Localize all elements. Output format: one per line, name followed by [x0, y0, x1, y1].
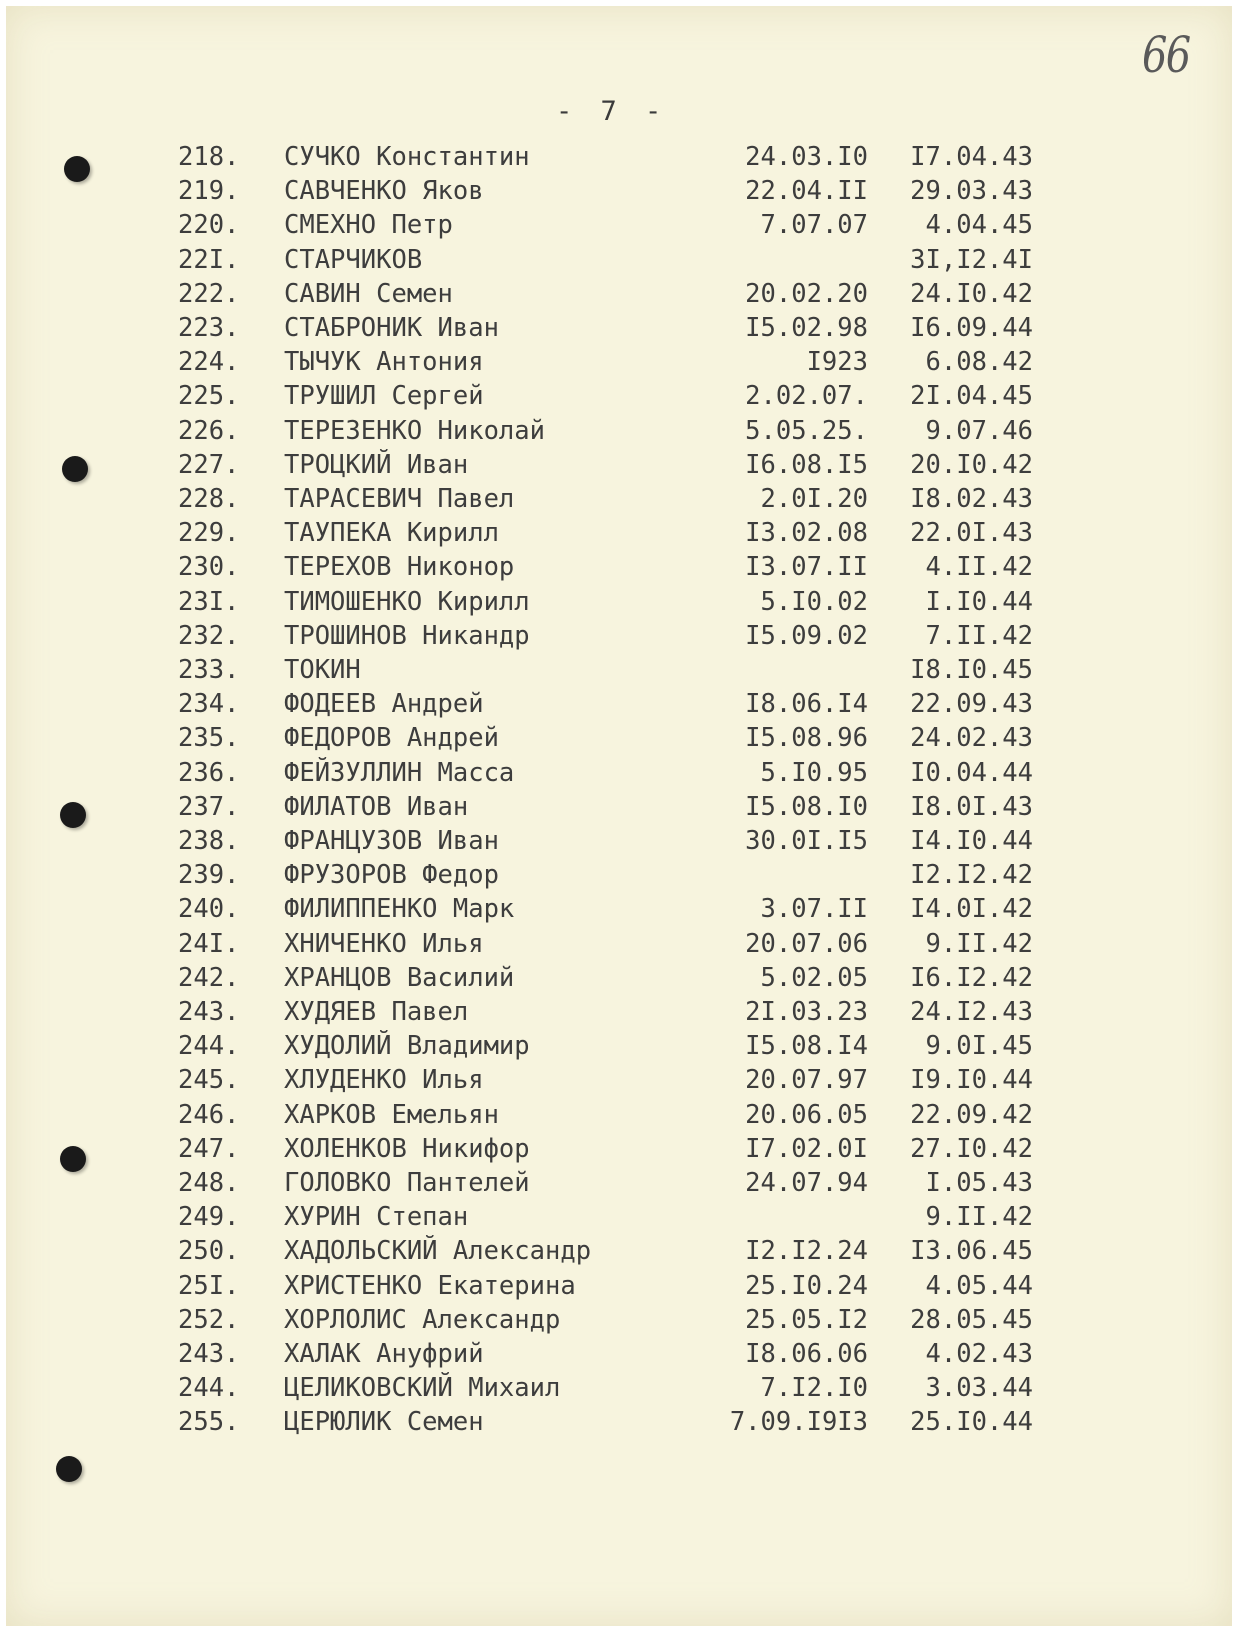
person-name: ХУРИН Степан: [284, 1202, 469, 1233]
death-date: 20.I0.42: [910, 449, 1033, 480]
death-date: 22.09.43: [910, 689, 1033, 720]
birth-date: I5.09.02: [745, 620, 868, 651]
death-date: I2.I2.42: [910, 860, 1033, 891]
page-number: - 7 -: [556, 96, 668, 127]
person-name: ГОЛОВКО Пантелей: [284, 1168, 530, 1198]
person-name: ЦЕЛИКОВСКИЙ Михаил: [284, 1373, 561, 1404]
birth-date: 2.02.07.: [745, 381, 868, 412]
row-number: 252.: [178, 1304, 240, 1335]
row-number: 236.: [178, 757, 240, 788]
row-number: 223.: [178, 313, 240, 343]
death-date: 4.04.45: [925, 210, 1033, 241]
death-date: I8.0I.43: [910, 791, 1033, 822]
person-name: ХОЛЕНКОВ Никифор: [284, 1133, 530, 1164]
birth-date: I8.06.06: [745, 1339, 868, 1369]
birth-date: I2.I2.24: [745, 1236, 868, 1267]
row-number: 219.: [178, 176, 240, 207]
person-name: СУЧКО Константин: [284, 142, 530, 172]
list-row: [0, 927, 1240, 962]
list-row: [0, 1166, 1240, 1201]
row-number: 218.: [178, 142, 240, 172]
row-number: 239.: [178, 860, 240, 891]
birth-date: 3.07.II: [760, 894, 868, 925]
person-name: ТЕРЕЗЕНКО Николай: [284, 415, 545, 446]
death-date: I8.02.43: [910, 484, 1033, 514]
death-date: I4.I0.44: [910, 826, 1033, 856]
row-number: 227.: [178, 449, 240, 480]
birth-date: 7.09.I9I3: [729, 1407, 868, 1438]
death-date: 4.02.43: [925, 1339, 1033, 1369]
list-row: [0, 858, 1240, 893]
row-number: 255.: [178, 1407, 240, 1438]
birth-date: 2I.03.23: [745, 997, 868, 1027]
death-date: I3.06.45: [910, 1236, 1033, 1267]
death-date: 27.I0.42: [910, 1133, 1033, 1164]
row-number: 226.: [178, 415, 240, 446]
person-name: ТРОШИНОВ Никандр: [284, 620, 530, 651]
death-date: I7.04.43: [910, 142, 1033, 172]
row-number: 247.: [178, 1133, 240, 1164]
list-row: [0, 277, 1240, 312]
row-number: 234.: [178, 689, 240, 720]
death-date: 3.03.44: [925, 1373, 1033, 1404]
list-row: [0, 311, 1240, 346]
person-name: ХОРЛОЛИС Александр: [284, 1304, 561, 1335]
list-row: [0, 1337, 1240, 1372]
death-date: 9.07.46: [925, 415, 1033, 446]
birth-date: 20.07.06: [745, 928, 868, 959]
person-name: СМЕХНО Петр: [284, 210, 453, 241]
death-date: 4.05.44: [925, 1270, 1033, 1301]
list-row: [0, 790, 1240, 825]
person-name: ТРУШИЛ Сергей: [284, 381, 484, 412]
death-date: 24.I2.43: [910, 997, 1033, 1027]
list-row: [0, 721, 1240, 756]
person-name: САВЧЕНКО Яков: [284, 176, 484, 207]
death-date: 22.0I.43: [910, 518, 1033, 549]
list-row: [0, 1234, 1240, 1269]
death-date: 24.I0.42: [910, 278, 1033, 309]
person-name: ЦЕРЮЛИК Семен: [284, 1407, 484, 1438]
row-number: 220.: [178, 210, 240, 241]
list-row: [0, 379, 1240, 414]
death-date: 9.0I.45: [925, 1031, 1033, 1062]
list-row: [0, 619, 1240, 654]
birth-date: 2.0I.20: [760, 484, 868, 514]
death-date: I6.I2.42: [910, 962, 1033, 993]
birth-date: I5.08.96: [745, 723, 868, 754]
birth-date: 5.02.05: [760, 962, 868, 993]
list-row: [0, 1405, 1240, 1440]
birth-date: I3.02.08: [745, 518, 868, 549]
list-row: [0, 1303, 1240, 1338]
death-date: I9.I0.44: [910, 1065, 1033, 1096]
list-row: [0, 961, 1240, 996]
person-name: ФИЛИППЕНКО Марк: [284, 894, 515, 925]
list-row: [0, 1269, 1240, 1304]
list-row: [0, 585, 1240, 620]
person-name: ФЕЙЗУЛЛИН Масса: [284, 757, 515, 788]
list-row: [0, 208, 1240, 243]
row-number: 244.: [178, 1031, 240, 1062]
birth-date: I5.02.98: [745, 313, 868, 343]
birth-date: I5.08.I4: [745, 1031, 868, 1062]
list-row: [0, 687, 1240, 722]
person-name: ТЫЧУК Антония: [284, 347, 484, 378]
death-date: I0.04.44: [910, 757, 1033, 788]
row-number: 243.: [178, 997, 240, 1027]
person-name: ХРАНЦОВ Василий: [284, 962, 515, 993]
birth-date: 7.07.07: [760, 210, 868, 241]
row-number: 244.: [178, 1373, 240, 1404]
list-row: [0, 995, 1240, 1030]
list-row: [0, 174, 1240, 209]
row-number: 235.: [178, 723, 240, 754]
person-name: ХНИЧЕНКО Илья: [284, 928, 484, 959]
row-number: 24I.: [178, 928, 240, 959]
birth-date: 25.I0.24: [745, 1270, 868, 1301]
person-name: ХУДОЛИЙ Владимир: [284, 1031, 530, 1062]
row-number: 242.: [178, 962, 240, 993]
row-number: 238.: [178, 826, 240, 856]
death-date: 2I.04.45: [910, 381, 1033, 412]
list-row: [0, 1132, 1240, 1167]
death-date: 3I,I2.4I: [910, 244, 1033, 275]
death-date: 6.08.42: [925, 347, 1033, 378]
birth-date: 24.07.94: [745, 1168, 868, 1198]
row-number: 246.: [178, 1099, 240, 1130]
row-number: 229.: [178, 518, 240, 549]
person-name: ХУДЯЕВ Павел: [284, 997, 469, 1027]
birth-date: 30.0I.I5: [745, 826, 868, 856]
person-name: ТАРАСЕВИЧ Павел: [284, 484, 515, 514]
row-number: 230.: [178, 552, 240, 583]
row-number: 245.: [178, 1065, 240, 1096]
person-name: ХЛУДЕНКО Илья: [284, 1065, 484, 1096]
row-number: 224.: [178, 347, 240, 378]
list-row: [0, 756, 1240, 791]
person-name: САВИН Семен: [284, 278, 453, 309]
punch-hole-icon: [56, 1456, 82, 1482]
death-date: 29.03.43: [910, 176, 1033, 207]
death-date: 9.II.42: [925, 928, 1033, 959]
birth-date: I8.06.I4: [745, 689, 868, 720]
death-date: 25.I0.44: [910, 1407, 1033, 1438]
person-name: ХРИСТЕНКО Екатерина: [284, 1270, 576, 1301]
list-row: [0, 892, 1240, 927]
birth-date: 20.06.05: [745, 1099, 868, 1130]
birth-date: I5.08.I0: [745, 791, 868, 822]
death-date: I4.0I.42: [910, 894, 1033, 925]
row-number: 250.: [178, 1236, 240, 1267]
birth-date: 5.I0.95: [760, 757, 868, 788]
birth-date: I3.07.II: [745, 552, 868, 583]
person-name: ХАРКОВ Емельян: [284, 1099, 499, 1130]
person-name: ТРОЦКИЙ Иван: [284, 449, 469, 480]
person-name: ФЕДОРОВ Андрей: [284, 723, 499, 754]
birth-date: I7.02.0I: [745, 1133, 868, 1164]
row-number: 240.: [178, 894, 240, 925]
row-number: 23I.: [178, 586, 240, 617]
death-date: 28.05.45: [910, 1304, 1033, 1335]
death-date: I8.I0.45: [910, 655, 1033, 685]
birth-date: 20.07.97: [745, 1065, 868, 1096]
list-row: [0, 1063, 1240, 1098]
person-name: ФРУЗОРОВ Федор: [284, 860, 499, 891]
list-row: [0, 243, 1240, 278]
list-row: [0, 448, 1240, 483]
row-number: 232.: [178, 620, 240, 651]
row-number: 243.: [178, 1339, 240, 1369]
birth-date: 7.I2.I0: [760, 1373, 868, 1404]
list-row: [0, 1098, 1240, 1133]
person-name: ФИЛАТОВ Иван: [284, 791, 469, 822]
list-row: [0, 1371, 1240, 1406]
row-number: 248.: [178, 1168, 240, 1198]
list-row: [0, 824, 1240, 859]
row-number: 233.: [178, 655, 240, 685]
list-row: [0, 345, 1240, 380]
person-name: ХАЛАК Ануфрий: [284, 1339, 484, 1369]
row-number: 222.: [178, 278, 240, 309]
person-name: ХАДОЛЬСКИЙ Александр: [284, 1236, 592, 1267]
person-name: СТАБРОНИК Иван: [284, 313, 499, 343]
list-row: [0, 482, 1240, 517]
list-row: [0, 516, 1240, 551]
death-date: 9.II.42: [925, 1202, 1033, 1233]
person-name: ТИМОШЕНКО Кирилл: [284, 586, 530, 617]
death-date: 7.II.42: [925, 620, 1033, 651]
birth-date: I6.08.I5: [745, 449, 868, 480]
person-name: ТАУПЕКА Кирилл: [284, 518, 499, 549]
handwritten-sheet-number: 66: [1141, 26, 1190, 84]
list-row: [0, 414, 1240, 449]
list-row: [0, 140, 1240, 175]
person-name: ФОДЕЕВ Андрей: [284, 689, 484, 720]
birth-date: 25.05.I2: [745, 1304, 868, 1335]
row-number: 249.: [178, 1202, 240, 1233]
death-date: I6.09.44: [910, 313, 1033, 343]
birth-date: I923: [806, 347, 868, 378]
death-date: I.05.43: [925, 1168, 1033, 1198]
birth-date: 24.03.I0: [745, 142, 868, 172]
birth-date: 5.I0.02: [760, 586, 868, 617]
birth-date: 20.02.20: [745, 278, 868, 309]
list-row: [0, 653, 1240, 688]
row-number: 225.: [178, 381, 240, 412]
row-number: 22I.: [178, 244, 240, 275]
death-date: 4.II.42: [925, 552, 1033, 583]
birth-date: 22.04.II: [745, 176, 868, 207]
death-date: 22.09.42: [910, 1099, 1033, 1130]
list-row: [0, 1200, 1240, 1235]
row-number: 25I.: [178, 1270, 240, 1301]
person-name: ФРАНЦУЗОВ Иван: [284, 826, 499, 856]
person-name: ТОКИН: [284, 655, 361, 685]
list-row: [0, 550, 1240, 585]
row-number: 228.: [178, 484, 240, 514]
list-row: [0, 1029, 1240, 1064]
death-date: I.I0.44: [925, 586, 1033, 617]
death-date: 24.02.43: [910, 723, 1033, 754]
person-name: СТАРЧИКОВ: [284, 244, 423, 275]
birth-date: 5.05.25.: [745, 415, 868, 446]
row-number: 237.: [178, 791, 240, 822]
person-name: ТЕРЕХОВ Никонор: [284, 552, 515, 583]
